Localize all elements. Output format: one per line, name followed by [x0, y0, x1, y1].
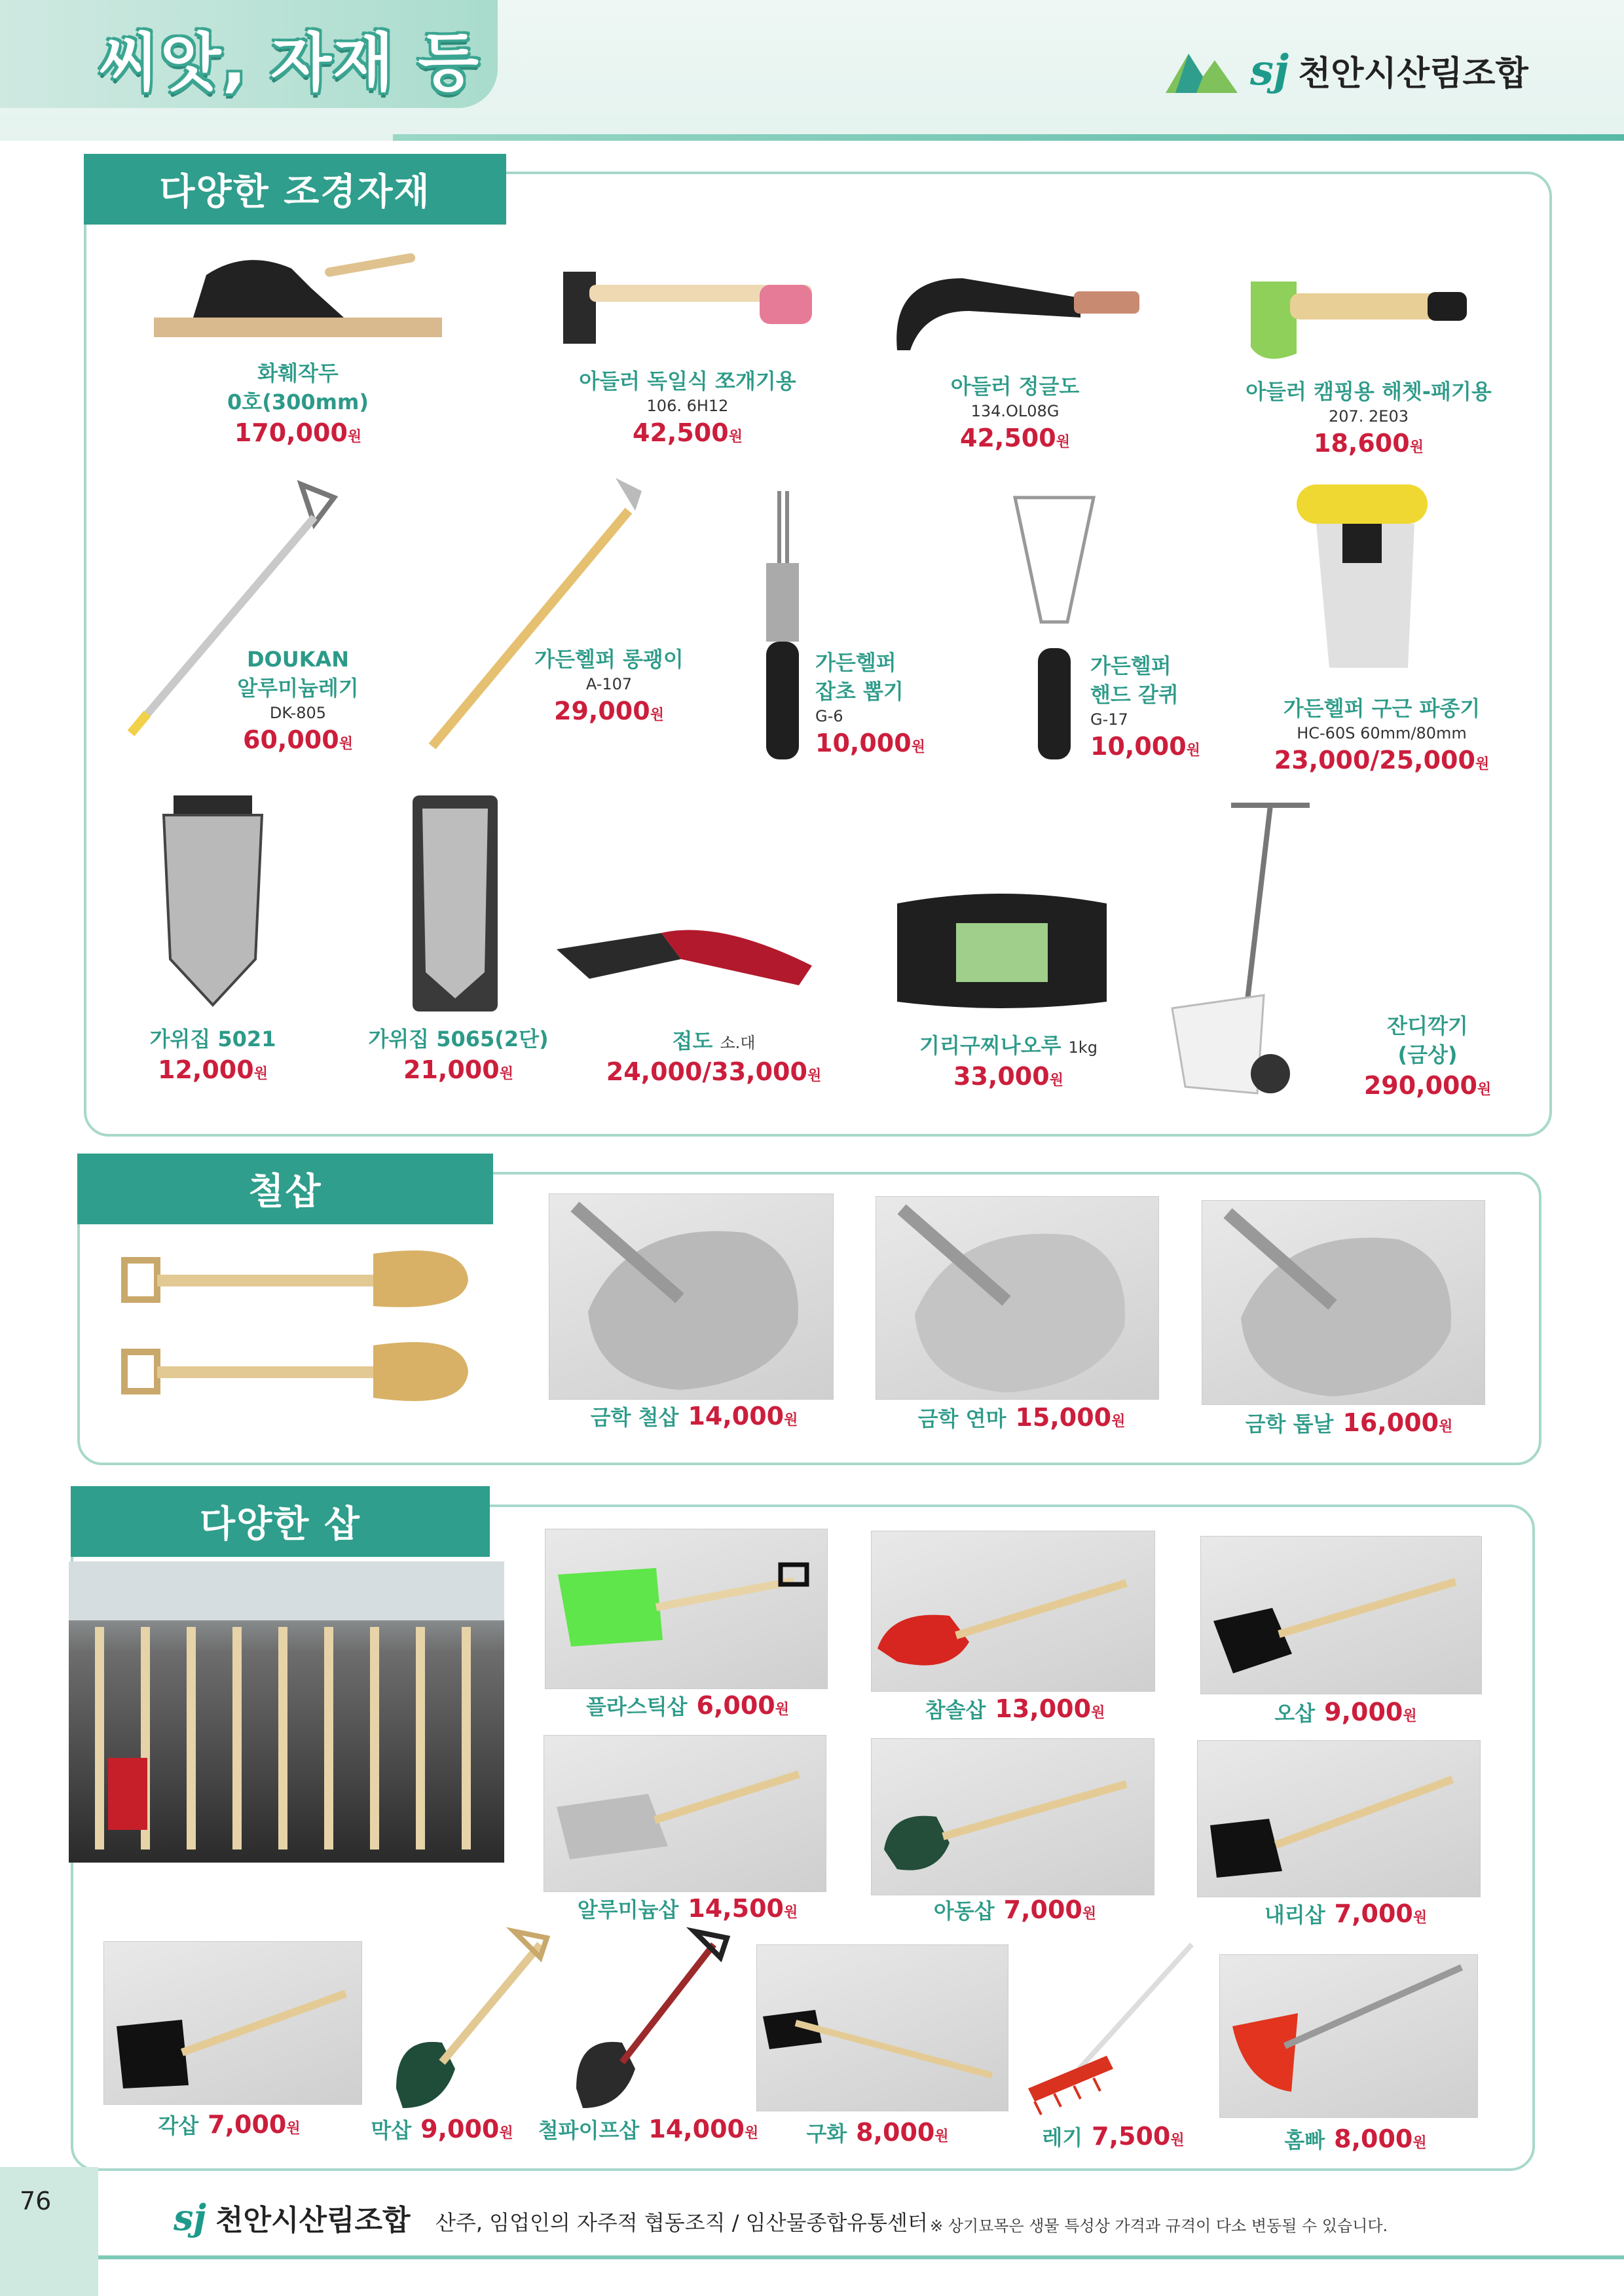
shovel-blade-icon: [1202, 1200, 1485, 1405]
currency-unit: 원: [650, 707, 664, 723]
product-name: 금학 철삽: [590, 1405, 679, 1430]
steel-shovel-photo: [549, 1194, 834, 1400]
product-price: 14,500: [688, 1894, 784, 1923]
flower-cutter-image: [147, 249, 449, 347]
product-name: 플라스틱삽: [585, 1694, 688, 1719]
product-name: 아동삽: [933, 1899, 995, 1923]
product-price: 13,000: [995, 1694, 1092, 1723]
product-code: G-17: [1090, 710, 1128, 729]
product-name: 아들러 독일식 쪼개기용: [579, 369, 796, 393]
currency-unit: 원: [1475, 756, 1490, 773]
product-item: [874, 1692, 1156, 1725]
currency-unit: 원: [1477, 1082, 1492, 1098]
product-name: 오삽: [1274, 1701, 1316, 1726]
hoe-icon: [756, 1944, 1008, 2111]
product-item: [547, 1892, 828, 1925]
product-item: [1231, 2123, 1480, 2155]
product-name: 접도: [672, 1029, 713, 1053]
store-display-photo: [69, 1561, 504, 1863]
product-name: 화훼작두 0호(300mm): [227, 361, 369, 414]
product-price: 9,000: [1324, 1698, 1403, 1726]
product-item: [1205, 1696, 1486, 1728]
product-price: 7,000: [208, 2110, 287, 2139]
green-shovel-icon: [871, 1738, 1154, 1895]
product-name: 잔디깍기 (금상): [1387, 1013, 1468, 1067]
product-name: 각삽: [158, 2113, 199, 2138]
currency-unit: 원: [784, 1412, 798, 1429]
product-item: [1205, 1897, 1486, 1930]
product-item: [874, 1893, 1156, 1926]
product-item: [877, 372, 1153, 454]
adler-machete-image: [891, 265, 1153, 363]
currency-unit: 원: [807, 1068, 822, 1084]
currency-unit: 원: [728, 429, 743, 445]
currency-unit: 원: [499, 2125, 513, 2141]
product-price: 14,000: [648, 2115, 745, 2143]
product-item: [583, 1027, 845, 1088]
currency-unit: 원: [1082, 1906, 1097, 1922]
product-price: 7,000: [1003, 1895, 1082, 1924]
steel-pipe-shovel-image: [563, 1925, 733, 2115]
product-item: [530, 2113, 766, 2145]
product-price: 16,000: [1342, 1408, 1439, 1437]
chamsol-shovel-photo: [871, 1531, 1155, 1692]
product-name: 홈빠: [1284, 2128, 1325, 2153]
footer-tagline: 산주, 임업인의 자주적 협동조직 / 임산물종합유통센터: [435, 2210, 928, 2235]
product-item: [357, 2113, 527, 2145]
product-code: G-6: [815, 707, 843, 725]
product-price: 18,600: [1314, 429, 1410, 458]
product-price: 12,000: [158, 1055, 254, 1084]
currency-unit: 원: [253, 1066, 268, 1082]
product-name: 레기: [1042, 2125, 1083, 2150]
product-name: 가든헬퍼 핸드 갈퀴: [1090, 653, 1179, 707]
product-item: [537, 367, 838, 449]
product-price: 7,000: [1334, 1899, 1413, 1928]
product-name: 구화: [806, 2121, 847, 2146]
product-name: 기리구찌나오루: [919, 1033, 1061, 1058]
product-price: 21,000: [403, 1055, 500, 1084]
product-name: 가위집 5065(2단): [368, 1027, 549, 1051]
folding-knife-image: [550, 920, 825, 992]
product-price: 33,000: [953, 1062, 1050, 1091]
currency-unit: 원: [1111, 1413, 1126, 1430]
product-name: 가든헬퍼 잡초 뽑기: [815, 650, 904, 704]
plastic-shovel-photo: [545, 1529, 828, 1689]
square-shovel-icon: [103, 1941, 362, 2105]
adler-hatchet-image: [1238, 262, 1486, 373]
aluminum-shovel-photo: [544, 1735, 826, 1892]
currency-unit: 원: [1056, 434, 1070, 450]
shovel-rack-icon: [69, 1561, 504, 1863]
product-price: 10,000: [815, 729, 912, 757]
currency-unit: 원: [286, 2121, 301, 2137]
shears-holster-5021-image: [157, 789, 268, 1011]
currency-unit: 원: [744, 2125, 759, 2141]
product-item: [1205, 1406, 1493, 1439]
product-item: [354, 1025, 563, 1086]
section-title-steel-shovel: 철삽: [77, 1154, 493, 1224]
product-price: 29,000: [554, 697, 650, 725]
product-price: 42,500: [633, 418, 729, 447]
page-number: 76: [20, 2187, 52, 2215]
product-item: [1218, 377, 1519, 460]
product-item: [550, 1400, 838, 1432]
aluminum-shovel-icon: [544, 1735, 826, 1892]
shovel-blade-icon: [876, 1196, 1159, 1400]
currency-unit: 원: [1403, 1708, 1417, 1724]
product-item: [517, 645, 701, 727]
hoe-photo: [756, 1944, 1008, 2111]
steel-shovels-image: [111, 1241, 478, 1430]
product-code: HC-60S 60mm/80mm: [1297, 724, 1467, 742]
currency-unit: 원: [499, 1066, 513, 1082]
homi-tool-photo: [1219, 1954, 1478, 2118]
naeri-shovel-photo: [1197, 1740, 1481, 1897]
adler-splitting-axe-image: [550, 259, 825, 357]
product-name: 가든헬퍼 구근 파종기: [1283, 696, 1481, 721]
product-price: 42,500: [960, 424, 1056, 452]
product-item: [766, 2116, 989, 2149]
mountain-logo-icon: [1162, 41, 1241, 100]
product-item: [216, 645, 380, 756]
product-size: 1kg: [1068, 1038, 1098, 1057]
product-price: 6,000: [696, 1691, 775, 1720]
serrated-shovel-photo: [1202, 1200, 1485, 1405]
red-shovel-icon: [871, 1531, 1155, 1692]
black-shovel-icon: [1200, 1536, 1482, 1694]
product-name: 금학 연마: [917, 1406, 1006, 1431]
product-name: 막삽: [371, 2118, 412, 2143]
product-name: 아들러 캠핑용 해쳇-패기용: [1246, 379, 1492, 404]
product-price: 7,500: [1092, 2122, 1171, 2151]
black-shovel-icon: [1197, 1740, 1481, 1897]
currency-unit: 원: [775, 1702, 790, 1718]
product-name: 금학 톱날: [1245, 1412, 1334, 1436]
polished-shovel-photo: [876, 1196, 1159, 1400]
product-code: DK-805: [269, 704, 327, 722]
kids-shovel-photo: [871, 1738, 1154, 1895]
currency-unit: 원: [911, 739, 925, 756]
logo-org-name: 천안시산림조합: [1298, 54, 1528, 94]
product-price: 15,000: [1015, 1403, 1112, 1432]
currency-unit: 원: [347, 429, 362, 445]
footer-note: ※ 상기묘목은 생물 특성상 가격과 규격이 다소 변동될 수 있습니다.: [930, 2217, 1388, 2235]
osap-shovel-photo: [1200, 1536, 1482, 1694]
header-logo: [1162, 41, 1528, 100]
product-code: A-107: [585, 675, 633, 693]
currency-unit: 원: [339, 736, 353, 752]
hand-rake-image: [1008, 491, 1100, 766]
rake-image: [1015, 1938, 1205, 2121]
product-item: [547, 1689, 828, 1722]
product-code: 207. 2E03: [1328, 407, 1409, 426]
shovel-blade-icon: [549, 1194, 834, 1400]
product-name: 아들러 정글도: [950, 374, 1080, 399]
product-price: 8,000: [856, 2118, 935, 2147]
page-title: 씨앗, 자재 등: [98, 26, 480, 100]
product-item: [1349, 1011, 1506, 1102]
currency-unit: 원: [1186, 742, 1200, 759]
product-size: 소.대: [720, 1034, 756, 1052]
product-item: [877, 1401, 1166, 1434]
product-name: 알루미늄삽: [577, 1897, 679, 1922]
product-price: 24,000/33,000: [606, 1057, 807, 1086]
product-price: 290,000: [1363, 1071, 1477, 1100]
product-item: [1090, 651, 1208, 763]
bulb-planter-image: [1290, 471, 1441, 681]
product-item: [884, 1031, 1133, 1093]
product-name: DOUKAN 알루미늄레기: [237, 647, 359, 701]
currency-unit: 원: [1439, 1419, 1453, 1435]
product-item: [815, 648, 933, 759]
product-price: 9,000: [420, 2115, 500, 2143]
product-code: 134.OL08G: [970, 402, 1060, 420]
currency-unit: 원: [1170, 2132, 1185, 2149]
currency-unit: 원: [783, 1904, 798, 1921]
weed-puller-image: [747, 484, 819, 766]
footer-divider: [98, 2255, 1624, 2259]
makshovel-image: [383, 1925, 553, 2115]
product-name: 참솔삽: [925, 1698, 986, 1722]
product-name: 가위집 5021: [149, 1027, 276, 1051]
product-price: 10,000: [1090, 732, 1187, 761]
plastic-shovel-icon: [545, 1529, 828, 1689]
currency-unit: 원: [1091, 1705, 1105, 1721]
product-name: 내리삽: [1264, 1903, 1325, 1927]
square-shovel-photo: [103, 1941, 362, 2105]
currency-unit: 원: [1412, 2135, 1427, 2151]
logo-mark: sj: [1250, 45, 1289, 95]
product-item: [160, 359, 435, 449]
product-name: 가든헬퍼 롱괭이: [534, 647, 684, 672]
logo-org-name: 천안시산림조합: [215, 2204, 411, 2237]
currency-unit: 원: [934, 2128, 949, 2145]
product-price: 8,000: [1334, 2124, 1413, 2153]
product-price: 60,000: [243, 725, 339, 754]
currency-unit: 원: [1049, 1072, 1063, 1089]
product-item: [1257, 694, 1506, 776]
section-title-landscape: 다양한 조경자재: [84, 154, 506, 225]
product-code: 106. 6H12: [646, 397, 729, 415]
product-price: 170,000: [234, 418, 348, 447]
header-divider: [393, 134, 1624, 141]
product-name: 철파이프삽: [538, 2118, 640, 2143]
shears-holster-5065-image: [406, 789, 504, 1015]
logo-mark: sj: [174, 2196, 206, 2238]
product-item: [118, 1025, 308, 1086]
product-price: 23,000/25,000: [1274, 746, 1475, 774]
section-title-various-shovels: 다양한 삽: [71, 1486, 490, 1557]
kirikuchi-nailor-image: [891, 884, 1113, 1015]
footer-logo: [174, 2196, 410, 2238]
product-price: 14,000: [688, 1402, 784, 1430]
red-homi-icon: [1219, 1954, 1478, 2118]
currency-unit: 원: [1409, 439, 1424, 456]
currency-unit: 원: [1412, 1910, 1428, 1926]
product-item: [1022, 2120, 1205, 2153]
product-item: [105, 2108, 354, 2141]
